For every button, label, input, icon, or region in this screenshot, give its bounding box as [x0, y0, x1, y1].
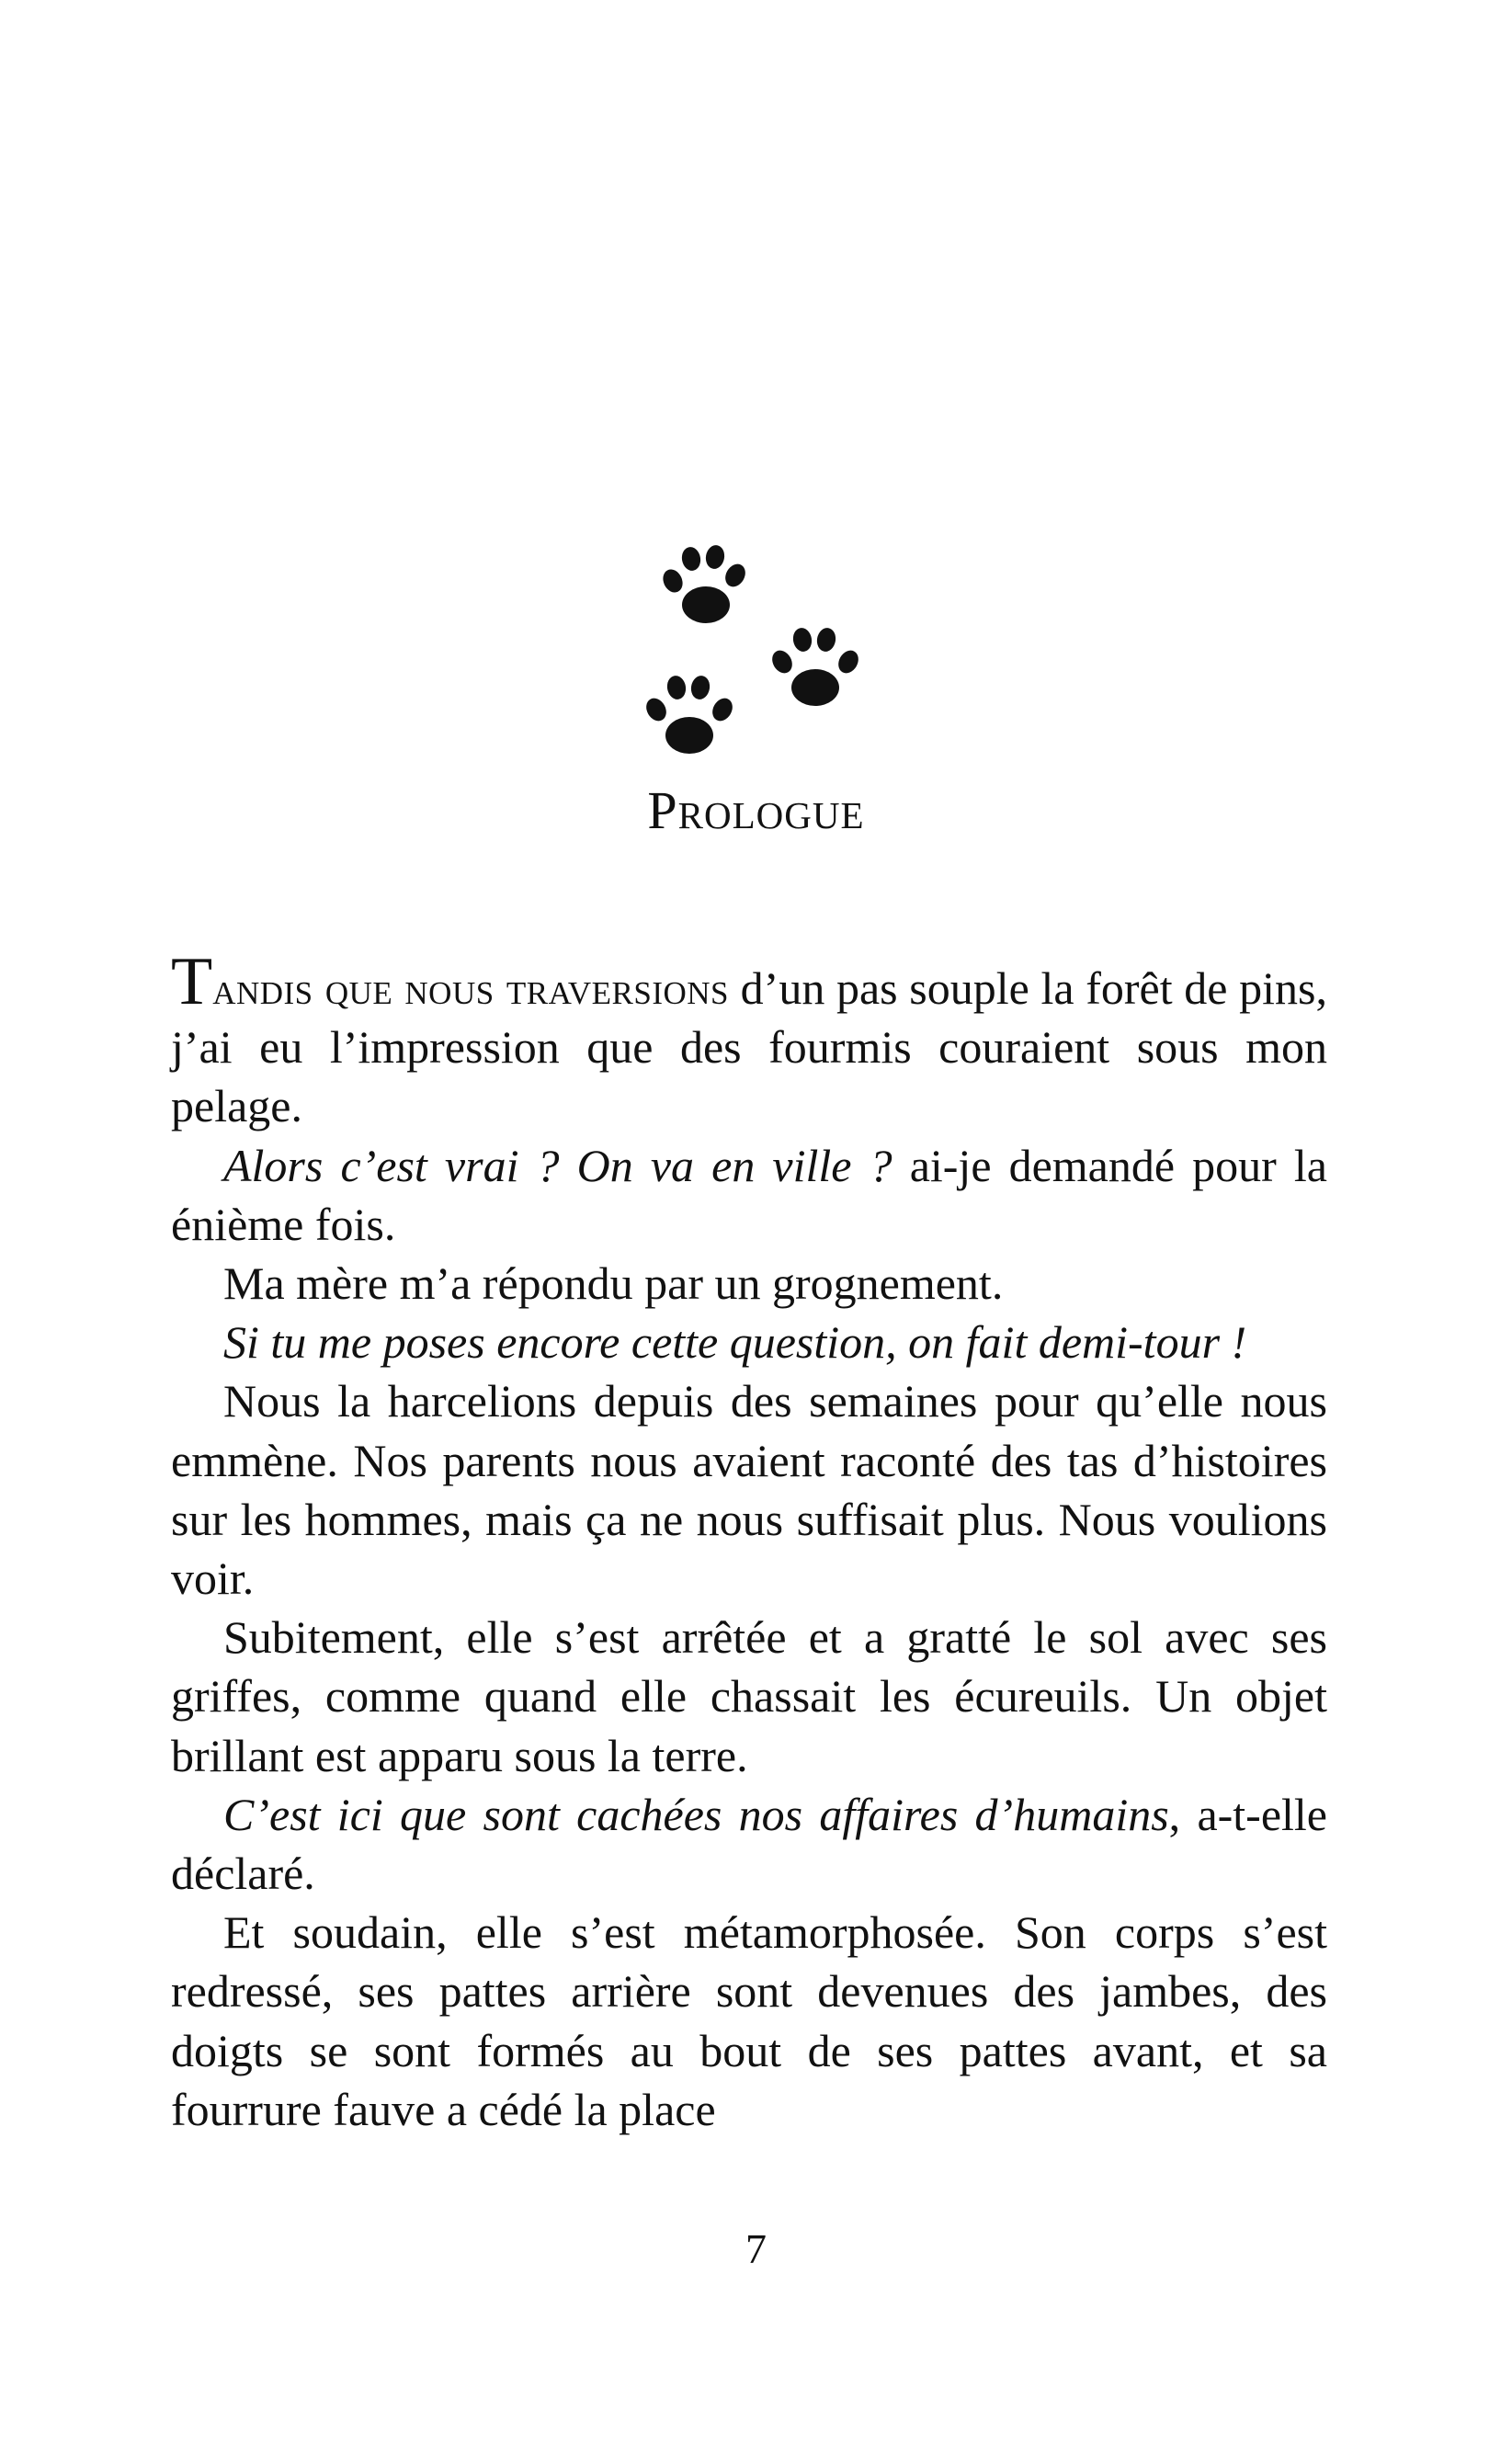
dialogue-italic: Si tu me poses encore cette question, on fait demi-tour ! — [223, 1316, 1247, 1369]
paragraph — [171, 944, 1327, 1136]
paragraph-text: Nous la harcelions depuis des semaines pour qu’elle nous emmène. Nos parents nous avaient raconté des tas d’histoires sur les hommes, mais ça ne nous suffisait plus. Nous voulions voir. — [171, 1375, 1327, 1605]
chapter-title: Prologue — [647, 780, 865, 840]
page-number: 7 — [745, 2225, 767, 2272]
chapter-body — [171, 944, 1327, 2139]
paw-print-icon — [643, 671, 735, 763]
paragraph — [171, 1608, 1327, 1785]
paw-prints-ornament — [0, 0, 1512, 827]
paragraph-text: , a-t-elle déclaré. — [171, 1788, 1327, 1900]
drop-cap: T — [171, 944, 213, 1019]
opening-small-caps: andis que nous traversions — [212, 962, 729, 1014]
paragraph — [171, 1785, 1327, 1903]
paragraph-text: Ma mère m’a répondu par un grognement. — [223, 1257, 1004, 1310]
paragraph — [171, 1313, 1327, 1371]
dialogue-italic: Alors c’est vrai ? On va en ville ? — [223, 1139, 892, 1191]
paragraph — [171, 1903, 1327, 2139]
paw-print-icon — [765, 625, 866, 717]
paragraph-text: Et soudain, elle s’est métamorphosée. Son corps s’est redressé, ses pattes arrière sont devenues des jambes, des doigts se sont formés au bout de ses pattes avant, et sa fourrure fauve a cédé la place — [171, 1906, 1327, 2135]
paragraph — [171, 1371, 1327, 1608]
paragraph-text: ai-je demandé pour la énième fois. — [171, 1139, 1327, 1250]
paragraph — [171, 1254, 1327, 1313]
paragraph-text: d’un pas souple la forêt de pins, j’ai eu l’impression que des fourmis couraient sous mon pelage. — [171, 962, 1327, 1132]
paragraph — [171, 1136, 1327, 1254]
dialogue-italic: C’est ici que sont cachées nos affaires d’humains — [223, 1788, 1169, 1840]
paw-print-icon — [658, 542, 750, 634]
paragraph-text: Subitement, elle s’est arrêtée et a gratté le sol avec ses griffes, comme quand elle chassait les écureuils. Un objet brillant est apparu sous la terre. — [171, 1611, 1327, 1781]
